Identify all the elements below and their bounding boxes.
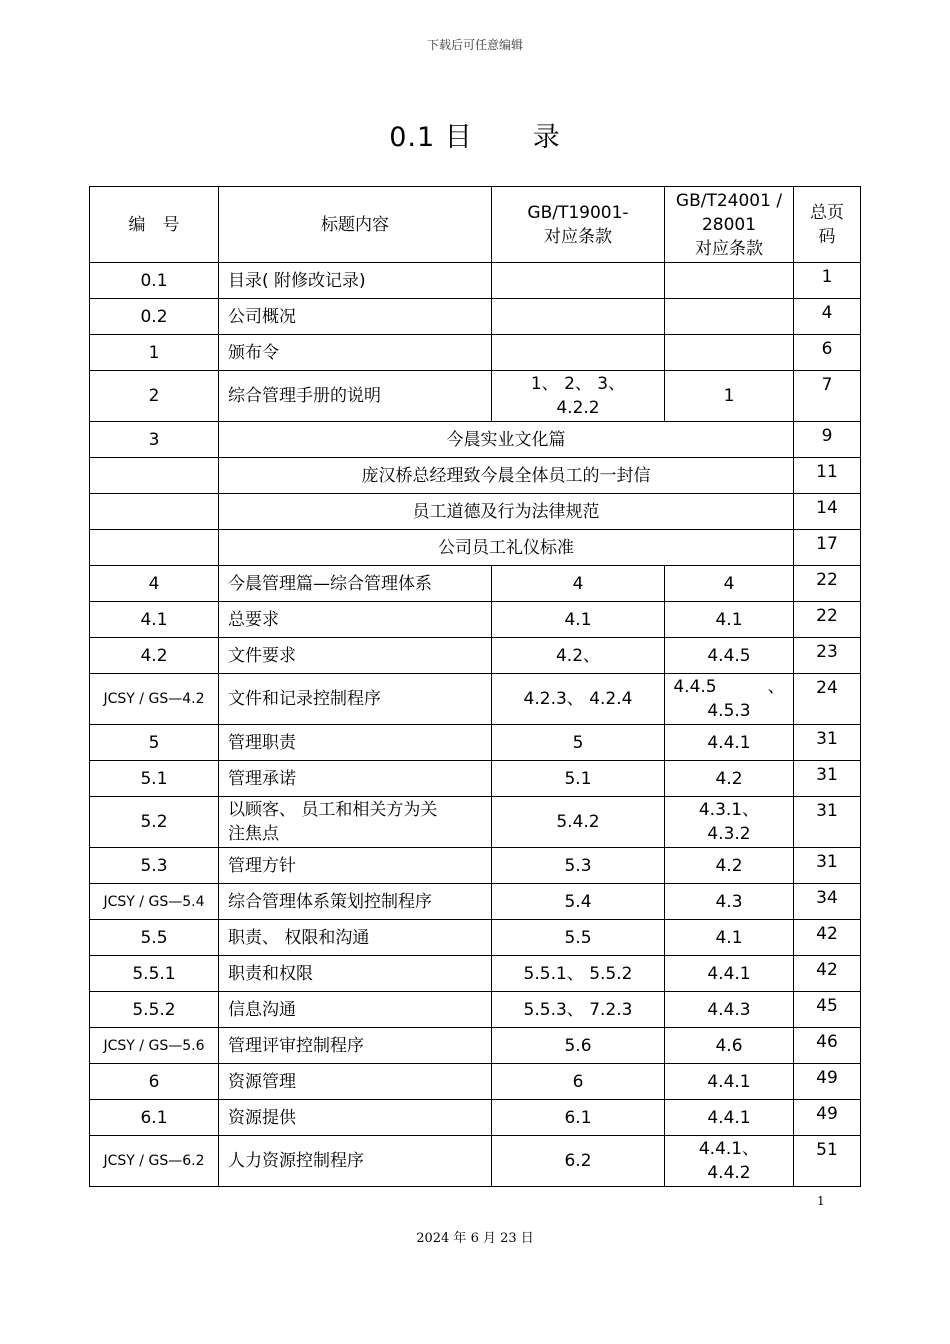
cell-title: 管理方针 bbox=[219, 848, 492, 884]
cell-number bbox=[90, 458, 219, 494]
cell-gb24001: 4.4.1 bbox=[665, 956, 794, 992]
cell-gb19001: 5.6 bbox=[492, 1028, 665, 1064]
table-row bbox=[90, 335, 861, 371]
table-row bbox=[90, 422, 861, 458]
cell-page: 4 bbox=[794, 299, 861, 335]
cell-title: 目录( 附修改记录) bbox=[219, 263, 492, 299]
cell-gb24001: 4.6 bbox=[665, 1028, 794, 1064]
cell-title: 员工道德及行为法律规范 bbox=[219, 494, 794, 530]
title-number: 0.1 bbox=[389, 122, 436, 153]
col-header-gb24001: GB/T24001 / 28001 对应条款 bbox=[665, 187, 794, 263]
table-row bbox=[90, 1064, 861, 1100]
cell-number: 5.5 bbox=[90, 920, 219, 956]
cell-page: 23 bbox=[794, 638, 861, 674]
cell-title: 资源管理 bbox=[219, 1064, 492, 1100]
cell-gb24001: 4.2 bbox=[665, 761, 794, 797]
cell-gb19001: 4 bbox=[492, 566, 665, 602]
title-char-a: 目 bbox=[444, 122, 473, 153]
cell-number: 4.1 bbox=[90, 602, 219, 638]
cell-page: 31 bbox=[794, 848, 861, 884]
cell-page: 24 bbox=[794, 674, 861, 725]
table-row bbox=[90, 761, 861, 797]
cell-number: 4 bbox=[90, 566, 219, 602]
cell-number: 5.5.1 bbox=[90, 956, 219, 992]
cell-gb19001: 5.4 bbox=[492, 884, 665, 920]
table-row bbox=[90, 530, 861, 566]
cell-number: 6 bbox=[90, 1064, 219, 1100]
cell-gb24001 bbox=[665, 263, 794, 299]
cell-page: 51 bbox=[794, 1136, 861, 1187]
col-header-page: 总页 码 bbox=[794, 187, 861, 263]
cell-title: 今晨实业文化篇 bbox=[219, 422, 794, 458]
cell-page: 17 bbox=[794, 530, 861, 566]
cell-title: 管理评审控制程序 bbox=[219, 1028, 492, 1064]
table-row bbox=[90, 725, 861, 761]
cell-title: 庞汉桥总经理致今晨全体员工的一封信 bbox=[219, 458, 794, 494]
cell-title: 颁布令 bbox=[219, 335, 492, 371]
cell-gb24001: 4.2 bbox=[665, 848, 794, 884]
cell-number: JCSY / GS—6.2 bbox=[90, 1136, 219, 1187]
cell-page: 34 bbox=[794, 884, 861, 920]
cell-title: 职责、 权限和沟通 bbox=[219, 920, 492, 956]
cell-title: 管理承诺 bbox=[219, 761, 492, 797]
cell-title: 综合管理体系策划控制程序 bbox=[219, 884, 492, 920]
cell-page: 49 bbox=[794, 1064, 861, 1100]
table-header-row bbox=[90, 187, 861, 263]
cell-number: 2 bbox=[90, 371, 219, 422]
cell-page: 46 bbox=[794, 1028, 861, 1064]
cell-page: 22 bbox=[794, 566, 861, 602]
cell-page: 49 bbox=[794, 1100, 861, 1136]
cell-page: 31 bbox=[794, 797, 861, 848]
table-row bbox=[90, 848, 861, 884]
cell-gb24001: 4.3.1、 4.3.2 bbox=[665, 797, 794, 848]
cell-number: 5.3 bbox=[90, 848, 219, 884]
cell-gb19001: 6.1 bbox=[492, 1100, 665, 1136]
cell-gb19001 bbox=[492, 299, 665, 335]
page-header: 下载后可任意编辑 bbox=[426, 38, 523, 52]
table-row bbox=[90, 263, 861, 299]
cell-number: JCSY / GS—5.4 bbox=[90, 884, 219, 920]
cell-gb24001: 4.4.5 、 4.5.3 bbox=[665, 674, 794, 725]
cell-gb19001: 5 bbox=[492, 725, 665, 761]
table-row bbox=[90, 1028, 861, 1064]
cell-gb24001: 4.1 bbox=[665, 920, 794, 956]
table-row bbox=[90, 1136, 861, 1187]
cell-gb24001: 4.4.1 bbox=[665, 1064, 794, 1100]
table-row bbox=[90, 371, 861, 422]
table-row bbox=[90, 638, 861, 674]
cell-gb19001: 4.2、 bbox=[492, 638, 665, 674]
cell-number: 1 bbox=[90, 335, 219, 371]
toc-table bbox=[89, 186, 861, 1187]
cell-number: 4.2 bbox=[90, 638, 219, 674]
document-title bbox=[0, 115, 950, 154]
cell-gb19001: 1、 2、 3、 4.2.2 bbox=[492, 371, 665, 422]
cell-title: 管理职责 bbox=[219, 725, 492, 761]
col-header-title: 标题内容 bbox=[219, 187, 492, 263]
table-row bbox=[90, 956, 861, 992]
cell-title: 公司员工礼仪标准 bbox=[219, 530, 794, 566]
cell-title: 人力资源控制程序 bbox=[219, 1136, 492, 1187]
cell-number: 5.1 bbox=[90, 761, 219, 797]
cell-gb24001: 4 bbox=[665, 566, 794, 602]
cell-number: 5 bbox=[90, 725, 219, 761]
cell-number: 3 bbox=[90, 422, 219, 458]
table-row bbox=[90, 458, 861, 494]
table-row bbox=[90, 602, 861, 638]
table-row bbox=[90, 566, 861, 602]
cell-gb19001: 5.1 bbox=[492, 761, 665, 797]
cell-title: 职责和权限 bbox=[219, 956, 492, 992]
table-row bbox=[90, 299, 861, 335]
cell-title: 以顾客、 员工和相关方为关 注焦点 bbox=[219, 797, 492, 848]
table-row bbox=[90, 674, 861, 725]
cell-page: 1 bbox=[794, 263, 861, 299]
cell-gb19001: 6 bbox=[492, 1064, 665, 1100]
cell-gb24001: 4.4.1 bbox=[665, 725, 794, 761]
cell-page: 14 bbox=[794, 494, 861, 530]
cell-title: 资源提供 bbox=[219, 1100, 492, 1136]
table-row bbox=[90, 920, 861, 956]
cell-title: 文件和记录控制程序 bbox=[219, 674, 492, 725]
table-row bbox=[90, 1100, 861, 1136]
cell-page: 45 bbox=[794, 992, 861, 1028]
cell-gb24001 bbox=[665, 299, 794, 335]
footer-date: 2024 年 6 月 23 日 bbox=[416, 1231, 534, 1246]
cell-gb19001: 5.5.3、 7.2.3 bbox=[492, 992, 665, 1028]
cell-gb24001 bbox=[665, 335, 794, 371]
col-header-number: 编 号 bbox=[90, 187, 219, 263]
cell-title: 今晨管理篇—综合管理体系 bbox=[219, 566, 492, 602]
cell-gb19001: 5.3 bbox=[492, 848, 665, 884]
cell-number bbox=[90, 530, 219, 566]
cell-gb24001: 4.4.1、 4.4.2 bbox=[665, 1136, 794, 1187]
cell-gb24001: 4.4.1 bbox=[665, 1100, 794, 1136]
col-header-gb19001: GB/T19001- 对应条款 bbox=[492, 187, 665, 263]
cell-gb19001: 4.2.3、 4.2.4 bbox=[492, 674, 665, 725]
cell-title: 信息沟通 bbox=[219, 992, 492, 1028]
cell-title: 文件要求 bbox=[219, 638, 492, 674]
cell-gb24001: 1 bbox=[665, 371, 794, 422]
title-char-b: 录 bbox=[532, 122, 561, 153]
cell-gb19001: 5.5.1、 5.5.2 bbox=[492, 956, 665, 992]
cell-page: 31 bbox=[794, 761, 861, 797]
table-row bbox=[90, 884, 861, 920]
cell-title: 综合管理手册的说明 bbox=[219, 371, 492, 422]
cell-page: 42 bbox=[794, 956, 861, 992]
cell-number: 5.5.2 bbox=[90, 992, 219, 1028]
cell-gb19001: 6.2 bbox=[492, 1136, 665, 1187]
cell-gb19001: 5.4.2 bbox=[492, 797, 665, 848]
cell-number: JCSY / GS—4.2 bbox=[90, 674, 219, 725]
cell-gb24001: 4.4.3 bbox=[665, 992, 794, 1028]
cell-title: 总要求 bbox=[219, 602, 492, 638]
table-row bbox=[90, 494, 861, 530]
cell-number bbox=[90, 494, 219, 530]
cell-gb24001: 4.1 bbox=[665, 602, 794, 638]
cell-page: 11 bbox=[794, 458, 861, 494]
cell-gb19001 bbox=[492, 335, 665, 371]
table-row bbox=[90, 992, 861, 1028]
page-number: 1 bbox=[817, 1194, 825, 1208]
cell-gb19001: 5.5 bbox=[492, 920, 665, 956]
table-row bbox=[90, 797, 861, 848]
cell-page: 31 bbox=[794, 725, 861, 761]
cell-number: 0.1 bbox=[90, 263, 219, 299]
cell-number: JCSY / GS—5.6 bbox=[90, 1028, 219, 1064]
cell-page: 42 bbox=[794, 920, 861, 956]
cell-title: 公司概况 bbox=[219, 299, 492, 335]
cell-number: 6.1 bbox=[90, 1100, 219, 1136]
cell-page: 7 bbox=[794, 371, 861, 422]
cell-gb24001: 4.4.5 bbox=[665, 638, 794, 674]
cell-page: 6 bbox=[794, 335, 861, 371]
cell-number: 5.2 bbox=[90, 797, 219, 848]
cell-gb24001: 4.3 bbox=[665, 884, 794, 920]
cell-gb19001: 4.1 bbox=[492, 602, 665, 638]
cell-page: 22 bbox=[794, 602, 861, 638]
cell-number: 0.2 bbox=[90, 299, 219, 335]
cell-page: 9 bbox=[794, 422, 861, 458]
cell-gb19001 bbox=[492, 263, 665, 299]
